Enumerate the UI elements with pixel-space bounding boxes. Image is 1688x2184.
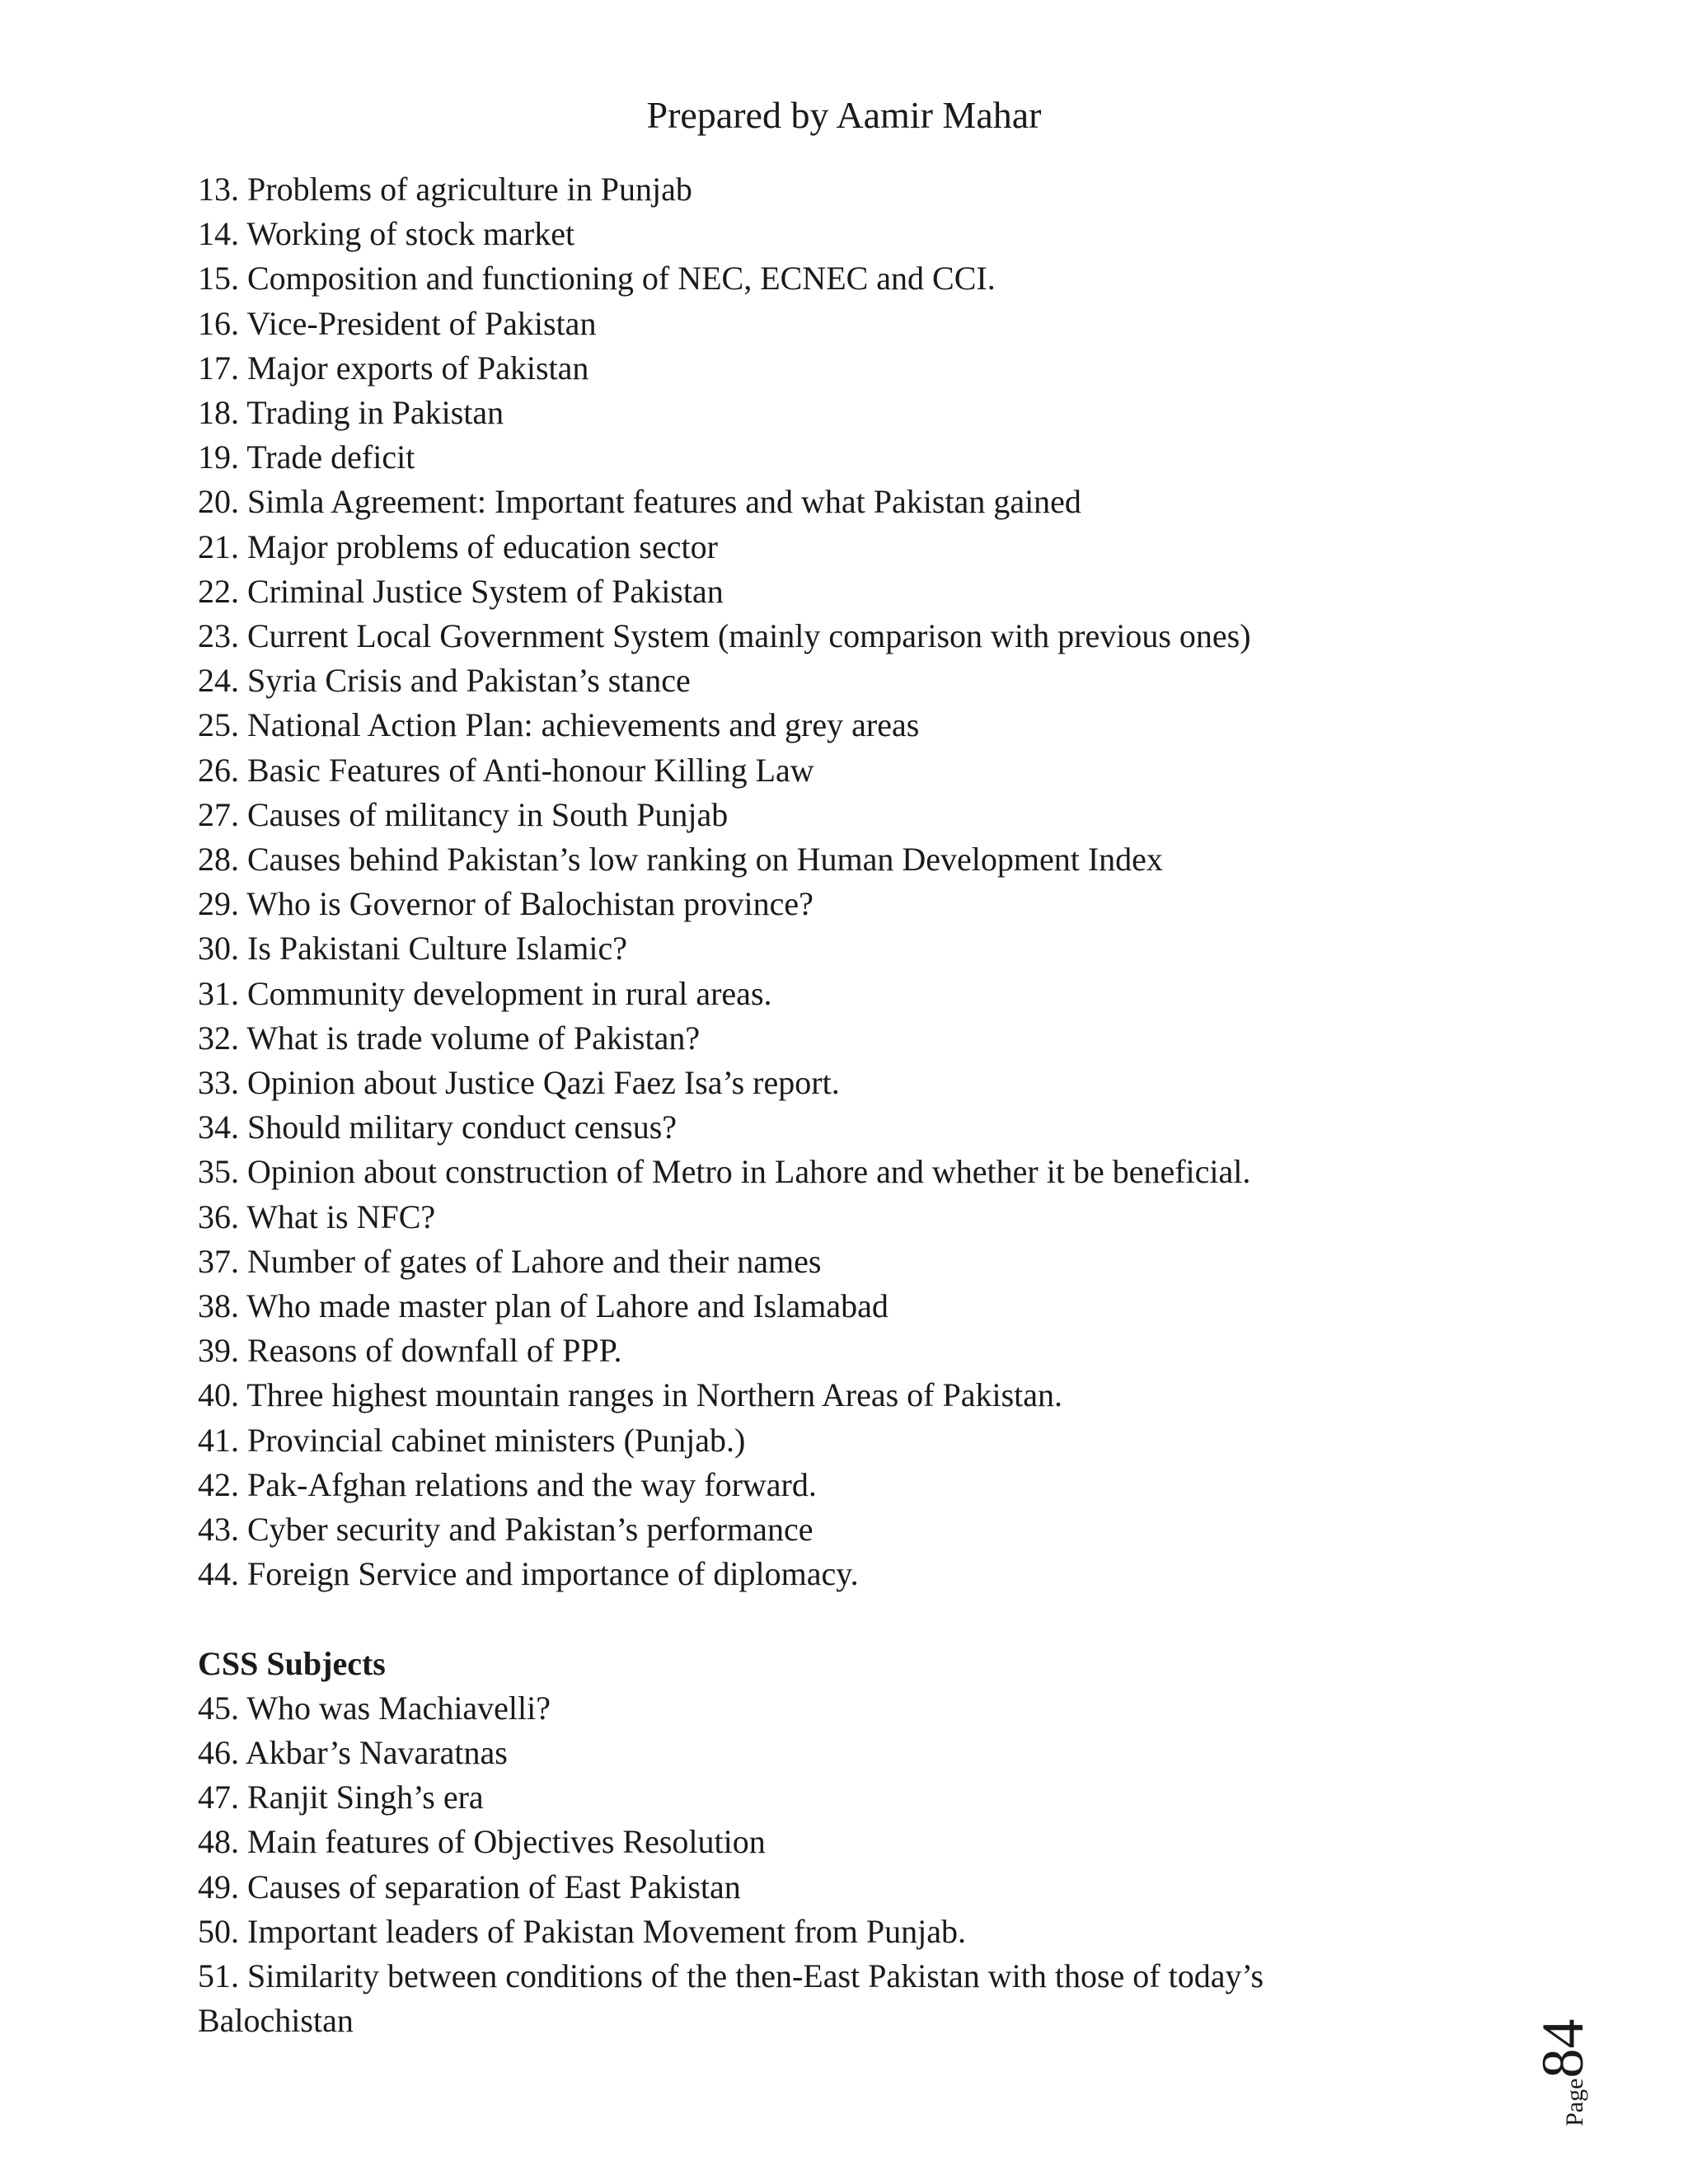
list-item: 28. Causes behind Pakistan’s low ranking on Human Development Index: [198, 841, 1163, 879]
page-label: Page: [1561, 2078, 1588, 2126]
list-item: 15. Composition and functioning of NEC, ECNEC and CCI.: [198, 260, 996, 298]
list-item: 31. Community development in rural areas.: [198, 974, 772, 1012]
list-item: 48. Main features of Objectives Resolution: [198, 1823, 766, 1861]
list-item: 47. Ranjit Singh’s era: [198, 1779, 484, 1816]
list-item: 17. Major exports of Pakistan: [198, 349, 589, 387]
list-item: 46. Akbar’s Navaratnas: [198, 1733, 508, 1771]
topic-list: [198, 167, 1368, 1597]
list-item: 27. Causes of militancy in South Punjab: [198, 795, 729, 833]
list-item: 42. Pak-Afghan relations and the way forward.: [198, 1465, 817, 1503]
list-item: 20. Simla Agreement: Important features and what Pakistan gained: [198, 483, 1081, 521]
list-item: 13. Problems of agriculture in Punjab: [198, 171, 692, 208]
list-item: 18. Trading in Pakistan: [198, 394, 504, 432]
list-item: 33. Opinion about Justice Qazi Faez Isa’s report.: [198, 1064, 840, 1102]
list-item: 29. Who is Governor of Balochistan province?: [198, 885, 814, 923]
list-item: 44. Foreign Service and importance of diplomacy.: [198, 1555, 859, 1593]
list-item: 35. Opinion about construction of Metro in Lahore and whether it be beneficial.: [198, 1153, 1251, 1191]
list-item: 23. Current Local Government System (mainly comparison with previous ones): [198, 617, 1251, 655]
list-item: 45. Who was Machiavelli?: [198, 1689, 551, 1727]
list-item: 16. Vice-President of Pakistan: [198, 304, 597, 342]
list-item: 38. Who made master plan of Lahore and Islamabad: [198, 1287, 889, 1325]
list-item: 14. Working of stock market: [198, 215, 575, 253]
list-item: 40. Three highest mountain ranges in Northern Areas of Pakistan.: [198, 1376, 1063, 1414]
list-item: 25. National Action Plan: achievements and grey areas: [198, 706, 920, 744]
list-item: 50. Important leaders of Pakistan Movement from Punjab.: [198, 1912, 967, 1950]
list-item: 43. Cyber security and Pakistan’s performance: [198, 1511, 814, 1549]
list-item: 37. Number of gates of Lahore and their names: [198, 1242, 822, 1280]
list-item: 49. Causes of separation of East Pakistan: [198, 1868, 741, 1905]
list-item: 34. Should military conduct census?: [198, 1108, 678, 1146]
section-heading: CSS Subjects: [198, 1644, 386, 1682]
list-item: 19. Trade deficit: [198, 438, 415, 476]
document-body: [198, 167, 1368, 2043]
list-item: 39. Reasons of downfall of PPP.: [198, 1332, 622, 1370]
list-item: 41. Provincial cabinet ministers (Punjab.): [198, 1421, 746, 1459]
list-item: 24. Syria Crisis and Pakistan’s stance: [198, 662, 691, 700]
list-item: 32. What is trade volume of Pakistan?: [198, 1019, 701, 1057]
list-item: 26. Basic Features of Anti-honour Killing Law: [198, 751, 814, 789]
css-subjects-list: [198, 1686, 1368, 2044]
list-item: 36. What is NFC?: [198, 1197, 436, 1235]
list-item: 30. Is Pakistani Culture Islamic?: [198, 930, 628, 968]
page-number-value: 84: [1530, 2018, 1596, 2079]
list-item: 21. Major problems of education sector: [198, 527, 718, 565]
list-item: 51. Similarity between conditions of the then-East Pakistan with those of today’s Balochistan: [198, 1957, 1264, 2040]
page-header: Prepared by Aamir Mahar: [646, 94, 1042, 136]
page-number: [1530, 1994, 1596, 2126]
list-item: 22. Criminal Justice System of Pakistan: [198, 572, 724, 610]
